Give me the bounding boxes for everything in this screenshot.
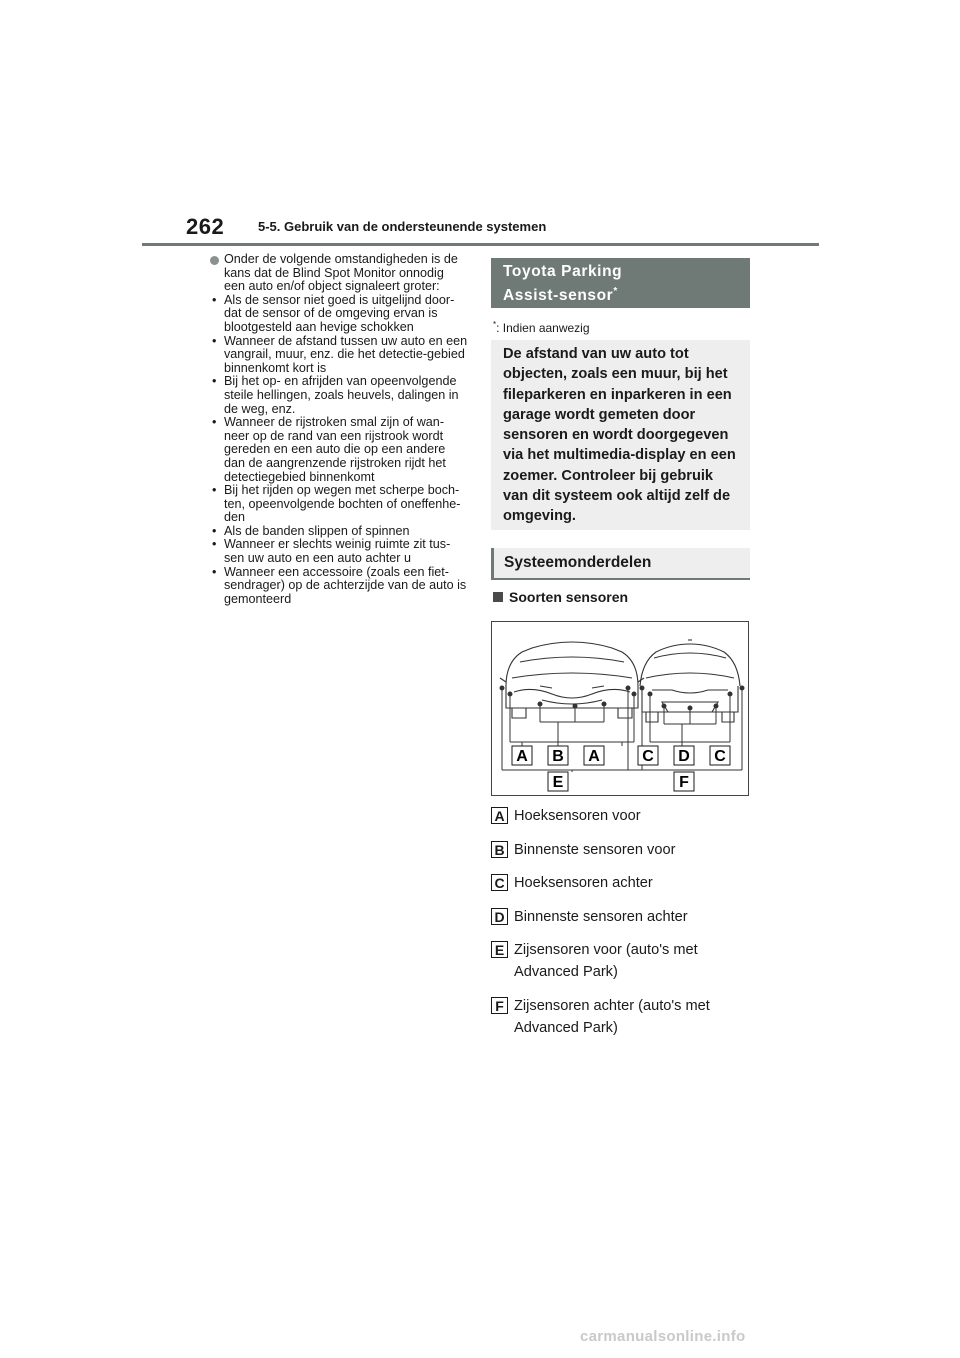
- label-rear-right: C: [714, 748, 726, 765]
- footnote-marker: *: [613, 286, 618, 297]
- front-car-illustration: [500, 642, 644, 718]
- bullet-icon: •: [212, 333, 217, 348]
- sub-heading: Systeemonderdelen: [491, 548, 750, 580]
- list-item: • Wanneer de afstand tussen uw auto en een vangrail, muur, enz. die het detectie-gebied binnenkomt kort is: [212, 333, 468, 375]
- bullet-dot-icon: [210, 256, 219, 265]
- label-rear-side: F: [679, 774, 689, 791]
- condition-list: [210, 294, 468, 607]
- label-front-right: A: [588, 748, 600, 765]
- square-bullet-icon: [493, 592, 503, 602]
- legend-text: Zijsensoren achter (auto's met Advanced Park): [514, 997, 710, 1036]
- footnote-marker: *: [493, 320, 497, 329]
- legend-key: F: [491, 997, 508, 1014]
- legend-item: [491, 939, 751, 983]
- label-front-left: A: [516, 748, 528, 765]
- label-front-mid: B: [552, 748, 564, 765]
- list-item: • Wanneer de rijstroken smal zijn of wan-neer op de rand van een rijstrook wordt gereden en een auto die op een andere dan de aangrenzende rijstroken rijdt het detectiegebied binnenkomt: [212, 415, 446, 484]
- legend-key: C: [491, 874, 508, 891]
- label-rear-left: C: [642, 748, 654, 765]
- sensor-diagram: [491, 621, 749, 796]
- page-number: 262: [186, 214, 225, 239]
- footnote: [493, 320, 590, 335]
- legend-key: D: [491, 908, 508, 925]
- intro-text: Onder de volgende omstandigheden is de kans dat de Blind Spot Monitor onnodig een auto en/of object signaleert groter:: [224, 252, 458, 294]
- section-heading-box: [491, 258, 750, 308]
- legend-key: B: [491, 841, 508, 858]
- footnote-text: : Indien aanwezig: [496, 321, 590, 335]
- sensor-legend: [491, 805, 751, 1050]
- heading-line-2: Assist-sensor*: [503, 286, 618, 305]
- list-item: • Bij het op- en afrijden van opeenvolgende steile hellingen, zoals heuvels, dalingen in de weg, enz.: [212, 374, 459, 416]
- legend-item: [491, 906, 751, 928]
- list-item: • Als de sensor niet goed is uitgelijnd door-dat de sensor of de omgeving ervan is blootgesteld aan hevige schokken: [212, 292, 455, 334]
- bullet-icon: •: [212, 537, 217, 552]
- watermark: carmanualsonline.info: [580, 1328, 746, 1345]
- legend-text: Binnenste sensoren achter: [514, 908, 688, 925]
- legend-key: E: [491, 941, 508, 958]
- bullet-icon: •: [212, 374, 217, 389]
- types-heading: Soorten sensoren: [493, 589, 628, 605]
- legend-item: [491, 839, 751, 861]
- header-rule: [142, 243, 819, 246]
- bullet-icon: •: [212, 292, 217, 307]
- legend-key: A: [491, 807, 508, 824]
- legend-item: [491, 995, 751, 1039]
- summary-box: De afstand van uw auto tot objecten, zoals een muur, bij het fileparkeren en inparkeren in een garage wordt gemeten door sensoren en wordt doorgegeven via het multimedia-display en een zoemer. Controleer bij gebruik van dit systeem ook altijd zelf de omgeving.: [491, 340, 750, 530]
- intro-bullet: [210, 253, 468, 294]
- bullet-icon: •: [212, 564, 217, 579]
- list-item: • Wanneer er slechts weinig ruimte zit tus-sen uw auto en een auto achter u: [212, 537, 451, 566]
- legend-text: Binnenste sensoren voor: [514, 841, 676, 858]
- diagram-labels: [512, 746, 730, 791]
- list-item: • Bij het rijden op wegen met scherpe boch-ten, opeenvolgende bochten of oneffenhe-den: [212, 483, 461, 525]
- list-item: • Wanneer een accessoire (zoals een fiet-sendrager) op de achterzijde van de auto is gemonteerd: [212, 564, 467, 606]
- sensor-diagram-svg: [492, 622, 748, 795]
- legend-text: Hoeksensoren voor: [514, 808, 641, 824]
- bullet-icon: •: [212, 523, 217, 538]
- label-rear-mid: D: [678, 748, 690, 765]
- bullet-icon: •: [212, 415, 217, 430]
- legend-item: [491, 872, 751, 894]
- label-front-side: E: [552, 774, 564, 791]
- heading-line-1: Toyota Parking: [503, 263, 623, 280]
- bullet-icon: •: [212, 483, 217, 498]
- list-item: • Als de banden slippen of spinnen: [212, 523, 410, 538]
- section-title: 5-5. Gebruik van de ondersteunende systemen: [258, 219, 547, 234]
- left-column: [210, 253, 468, 606]
- legend-text: Hoeksensoren achter: [514, 875, 653, 891]
- legend-text: Zijsensoren voor (auto's met Advanced Park): [514, 942, 698, 980]
- legend-item: [491, 805, 751, 827]
